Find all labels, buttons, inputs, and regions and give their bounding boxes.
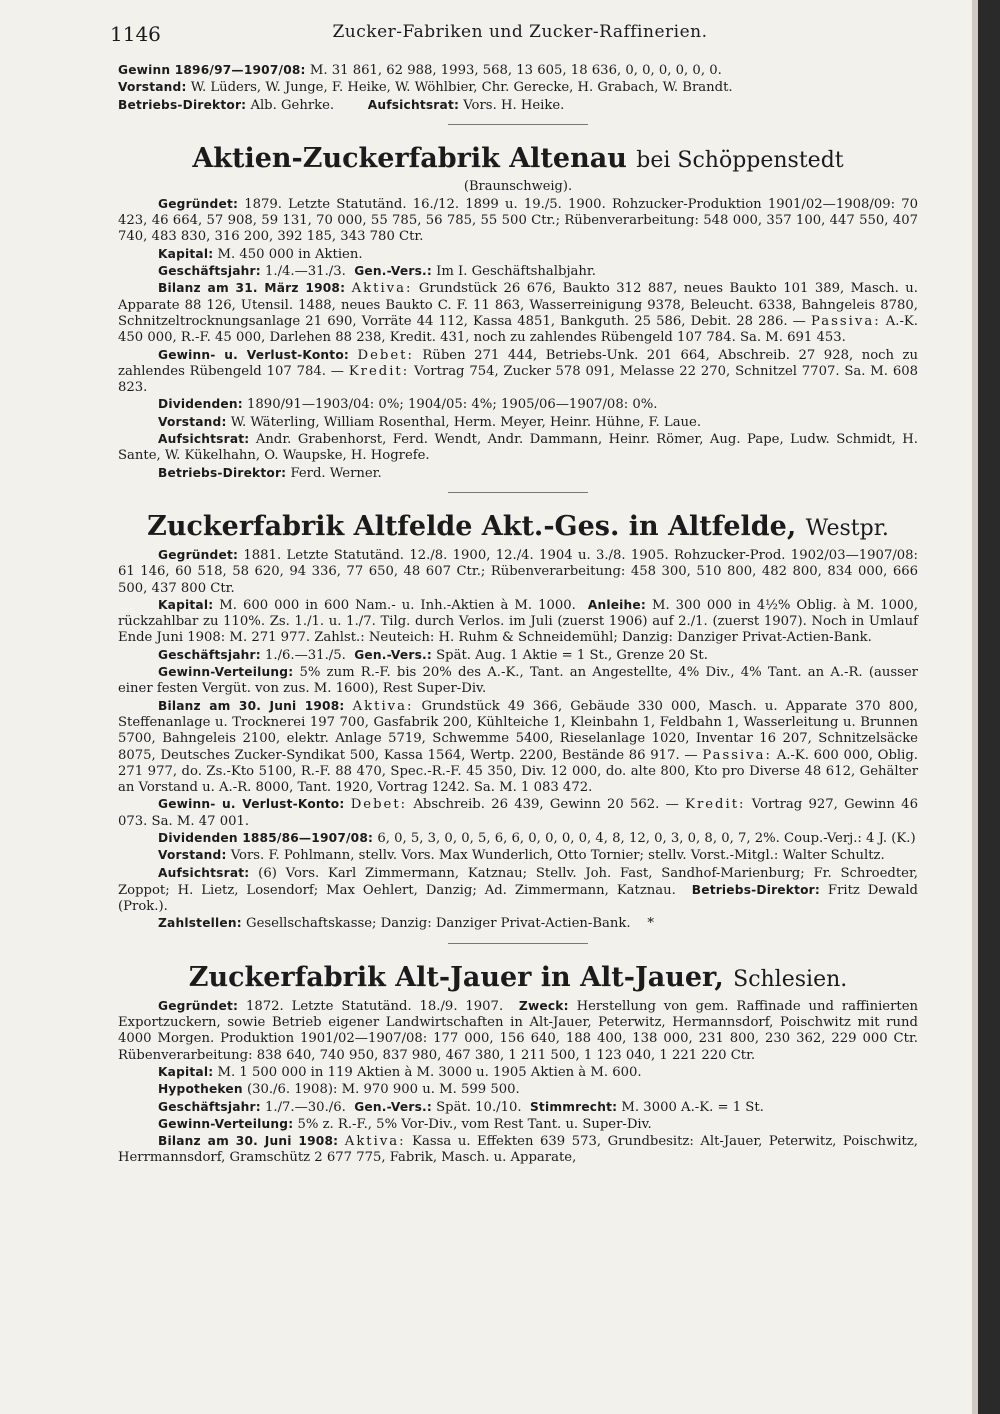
label: Betriebs-Direktor: bbox=[691, 882, 820, 897]
geschaeftsjahr bbox=[118, 263, 918, 280]
text: 6, 0, 5, 3, 0, 0, 5, 6, 6, 0, 0, 0, 0, 4, 8, 12, 0, 3, 0, 8, 0, 7, 2%. Coup.-Verj.: 4 J. (K.) bbox=[377, 830, 916, 846]
label: Vorstand: bbox=[158, 414, 227, 429]
text: Spät. Aug. 1 Aktie = 1 St., Grenze 20 St. bbox=[436, 647, 708, 663]
text: M. 1 500 000 in 119 Aktien à M. 3000 u. 1905 Aktien à M. 600. bbox=[217, 1064, 642, 1080]
text: M. 600 000 in 600 Nam.- u. Inh.-Aktien à M. 1000. bbox=[219, 597, 576, 613]
previous-entry bbox=[118, 62, 918, 125]
text: Grundstück 26 676, Baukto 312 887, neues Baukto 101 389, Masch. u. Apparate 88 126, Utensil. 1488, neues Baukto C. F. 11 863, Wasserreinigung 9378, Beleucht. 6338, Bahngeleis 8780, Schnitzeltrocknungsanlage 21 690, Vorräte 44 112, Kassa 4851, Bankguth. 25 586, Debit. 28 286. — bbox=[118, 281, 918, 329]
text: Ferd. Werner. bbox=[290, 465, 382, 481]
label: Geschäftsjahr: bbox=[158, 264, 261, 279]
section-divider bbox=[448, 492, 588, 493]
aufsichtsrat bbox=[118, 431, 918, 465]
text: Spät. 10./10. bbox=[436, 1099, 522, 1115]
label: Geschäftsjahr: bbox=[158, 1099, 261, 1114]
label: Gegründet: bbox=[158, 547, 239, 562]
gegruendet bbox=[118, 547, 918, 597]
label: Gen.-Vers.: bbox=[354, 1099, 432, 1114]
text: Andr. Grabenhorst, Ferd. Wendt, Andr. Dammann, Heinr. Römer, Aug. Pape, Ludw. Schmidt, H. Sante, W. Kükelhahn, O. Waupske, H. Hogrefe. bbox=[118, 432, 918, 464]
page-header bbox=[110, 22, 930, 52]
text: M. 450 000 in Aktien. bbox=[217, 246, 363, 262]
label: Kapital: bbox=[158, 1064, 214, 1079]
passiva-word: Passiva: bbox=[810, 313, 881, 329]
label: Anleihe: bbox=[587, 597, 646, 612]
text: 5% z. R.-F., 5% Vor-Div., vom Rest Tant. u. Super-Div. bbox=[297, 1116, 652, 1132]
bilanz bbox=[118, 1133, 918, 1167]
text: Vors. F. Pohlmann, stellv. Vors. Max Wunderlich, Otto Tornier; stellv. Vorst.-Mitgl.: Walter Schultz. bbox=[230, 848, 885, 864]
label: Gewinn- u. Verlust-Konto: bbox=[158, 797, 345, 812]
dividenden bbox=[118, 396, 918, 413]
label: Gewinn 1896/97—1907/08: bbox=[118, 63, 306, 77]
label: Aufsichtsrat: bbox=[158, 865, 250, 880]
title-location: Westpr. bbox=[805, 515, 889, 541]
text: M. 300 000 in 4½% Oblig. à M. 1000, rückzahlbar zu 110%. Zs. 1./1. u. 1./7. Tilg. durch Verlos. im Juli (zuerst 1906) auf 2./1. (zuerst 1907). Noch in Umlauf Ende Juni 1908: M. 271 977. Zahlst.: Neuteich: H. Ruhm & Schneidemühl; Danzig: Danziger Privat-Actien-Bank. bbox=[118, 597, 918, 646]
label: Gegründet: bbox=[158, 196, 239, 211]
text: Vortrag 754, Zucker 578 091, Melasse 22 270, Schnitzel 7707. Sa. M. 608 823. bbox=[118, 363, 919, 396]
end-asterisk: * bbox=[647, 916, 654, 932]
vorstand bbox=[118, 414, 918, 431]
bilanz bbox=[118, 280, 918, 346]
label: Gewinn-Verteilung: bbox=[158, 1116, 294, 1131]
label: Zweck: bbox=[518, 998, 569, 1013]
text: (6) Vors. Karl Zimmermann, Katznau; Stellv. Joh. Fast, Sandhof-Marienburg; Fr. Schroedter, Zoppot; H. Lietz, Losendorf; Max Oehlert, Danzig; Ad. Zimmermann, Katznau. bbox=[118, 865, 918, 898]
text: Im I. Geschäftshalbjahr. bbox=[436, 264, 596, 280]
entry-altenau bbox=[118, 143, 918, 493]
title-name: Zuckerfabrik Altfelde Akt.-Ges. in Altfelde, bbox=[147, 510, 797, 542]
prev-direktor bbox=[118, 97, 918, 114]
aktiva-word: Aktiva: bbox=[352, 698, 414, 714]
text: Abschreib. 26 439, Gewinn 20 562. — bbox=[413, 797, 679, 813]
debet-word: Debet: bbox=[357, 347, 414, 363]
dividenden bbox=[118, 830, 918, 847]
text: 1./4.—31./3. bbox=[265, 264, 346, 280]
label: Betriebs-Direktor: bbox=[118, 97, 247, 112]
section-divider bbox=[448, 943, 588, 944]
text: Alb. Gehrke. bbox=[250, 97, 335, 113]
label: Aufsichtsrat: bbox=[367, 97, 460, 112]
company-title bbox=[118, 962, 918, 995]
label: Bilanz am 30. Juni 1908: bbox=[158, 698, 345, 713]
aktiva-word: Aktiva: bbox=[351, 281, 413, 297]
text: 1872. Letzte Statutänd. 18./9. 1907. bbox=[245, 998, 504, 1014]
vorstand bbox=[118, 847, 918, 864]
kapital bbox=[118, 1064, 918, 1081]
debet-word: Debet: bbox=[350, 797, 408, 813]
text: 1890/91—1903/04: 0%; 1904/05: 4%; 1905/06—1907/08: 0%. bbox=[247, 397, 658, 413]
label: Vorstand: bbox=[118, 80, 187, 95]
kapital bbox=[118, 246, 918, 263]
region: (Braunschweig). bbox=[463, 178, 573, 194]
text: Gesellschaftskasse; Danzig: Danziger Privat-Actien-Bank. bbox=[246, 916, 631, 932]
text: M. 3000 A.-K. = 1 St. bbox=[621, 1099, 764, 1115]
text: 1881. Letzte Statutänd. 12./8. 1900, 12./4. 1904 u. 3./8. 1905. Rohzucker-Prod. 1902/03—1907/08: 61 146, 60 518, 58 620, 94 336, 77 650, 48 607 Ctr.; Rübenverarbeitung: 458 300, 510 800, 482 800, 834 000, 666 500, 437 800 Ctr. bbox=[118, 547, 918, 596]
kredit-word: Kredit: bbox=[685, 797, 746, 813]
title-location: Schlesien. bbox=[733, 966, 848, 992]
zahlstellen bbox=[118, 915, 918, 932]
aktiva-word: Aktiva: bbox=[344, 1134, 406, 1150]
text: 1879. Letzte Statutänd. 16./12. 1899 u. 19./5. 1900. Rohzucker-Produktion 1901/02—1908/09: 70 423, 46 664, 57 908, 59 131, 70 000, 55 785, 56 785, 55 500 Ctr.; Rübenverarbeitung: 548 000, 357 100, 447 550, 407 740, 483 830, 316 200, 392 185, 343 780 Ctr. bbox=[118, 196, 919, 245]
passiva-word: Passiva: bbox=[702, 747, 772, 763]
title-name: Zuckerfabrik Alt-Jauer in Alt-Jauer, bbox=[188, 961, 724, 993]
label: Gen.-Vers.: bbox=[354, 647, 432, 662]
company-title bbox=[118, 511, 918, 544]
geschaeftsjahr bbox=[118, 647, 918, 664]
text: 1./6.—31./5. bbox=[265, 647, 346, 663]
label: Gegründet: bbox=[158, 998, 239, 1013]
gegruendet bbox=[118, 196, 918, 246]
label: Hypotheken bbox=[158, 1082, 243, 1097]
label: Gen.-Vers.: bbox=[354, 264, 432, 279]
text: W. Lüders, W. Junge, F. Heike, W. Wöhlbier, Chr. Gerecke, H. Grabach, W. Brandt. bbox=[190, 80, 733, 96]
label: Gewinn- u. Verlust-Konto: bbox=[158, 347, 349, 362]
text: Grundstück 49 366, Gebäude 330 000, Masch. u. Apparate 370 800, Steffenanlage u. Trocknerei 197 700, Gasfabrik 200, Kühlteiche 1, Kleinbahn 1, Feldbahn 1, Wasserleitung u. Brunnen 5700, Bahngeleis 2100, elektr. Anlage 5719, Schwemme 5400, Rieselanlage 1020, Inventar 16 207, Schnitzelsäcke 8075, Deutsches Zucker-Syndikat 500, Kassa 1564, Wertp. 2200, Bestände 86 917. — bbox=[118, 698, 918, 763]
bilanz bbox=[118, 698, 918, 797]
label: Betriebs-Direktor: bbox=[158, 465, 287, 480]
kapital bbox=[118, 597, 918, 647]
label: Dividenden: bbox=[158, 397, 243, 412]
aufsichtsrat bbox=[118, 865, 918, 916]
label: Bilanz am 31. März 1908: bbox=[158, 281, 346, 296]
title-location: bei Schöppenstedt bbox=[636, 147, 844, 173]
label: Stimmrecht: bbox=[529, 1099, 618, 1114]
text: (30./6. 1908): M. 970 900 u. M. 599 500. bbox=[246, 1082, 520, 1098]
text: 5% zum R.-F. bis 20% des A.-K., Tant. an Angestellte, 4% Div., 4% Tant. an A.-R. (ausser einer festen Vergüt. von zus. M. 1600), Rest Super-Div. bbox=[118, 665, 918, 697]
label: Geschäftsjahr: bbox=[158, 647, 261, 662]
text: M. 31 861, 62 988, 1993, 568, 13 605, 18 636, 0, 0, 0, 0, 0, 0. bbox=[309, 63, 722, 78]
kredit-word: Kredit: bbox=[348, 363, 410, 379]
label: Kapital: bbox=[158, 246, 214, 261]
label: Dividenden 1885/86—1907/08: bbox=[158, 830, 374, 845]
gewinn-verteilung bbox=[118, 664, 918, 698]
text: A.-K. 600 000, Oblig. 271 977, do. Zs.-Kto 5100, R.-F. 88 470, Spec.-R.-F. 45 350, Div. 12 000, do. alte 800, Kto pro Diverse 48 612, Gehälter an Vorstand u. A.-R. 8000, Tant. 1920, Vortrag 1242. Sa. M. 1 083 472. bbox=[118, 747, 918, 796]
text: Vortrag 927, Gewinn 46 073. Sa. M. 47 001. bbox=[118, 797, 918, 829]
text: W. Wäterling, William Rosenthal, Herm. Meyer, Heinr. Hühne, F. Laue. bbox=[230, 414, 702, 430]
section-divider bbox=[448, 124, 588, 125]
running-title: Zucker-Fabriken und Zucker-Raffinerien. bbox=[332, 22, 708, 42]
text: A.-K. 450 000, R.-F. 45 000, Darlehen 88 238, Kredit. 431, noch zu zahlendes Rübengeld 107 784. Sa. M. 691 453. bbox=[118, 313, 918, 346]
scan-border bbox=[978, 0, 1000, 1414]
text: Vors. H. Heike. bbox=[463, 97, 565, 113]
gewinn-verlust bbox=[118, 347, 918, 397]
gegruendet bbox=[118, 998, 918, 1064]
prev-vorstand bbox=[118, 79, 918, 96]
label: Kapital: bbox=[158, 597, 214, 612]
geschaeftsjahr bbox=[118, 1099, 918, 1116]
label: Bilanz am 30. Juni 1908: bbox=[158, 1134, 339, 1149]
page-number: 1146 bbox=[110, 22, 161, 46]
title-name: Aktien-Zuckerfabrik Altenau bbox=[192, 142, 627, 174]
gewinn-verlust bbox=[118, 796, 918, 830]
label: Gewinn-Verteilung: bbox=[158, 665, 294, 680]
gewinn-verteilung bbox=[118, 1116, 918, 1133]
company-title bbox=[118, 143, 918, 176]
page-content bbox=[118, 62, 918, 1167]
label: Zahlstellen: bbox=[158, 916, 242, 931]
text: Fritz Dewald (Prok.). bbox=[118, 882, 918, 915]
prev-gewinn bbox=[118, 62, 918, 79]
label: Vorstand: bbox=[158, 848, 227, 863]
entry-altfelde bbox=[118, 511, 918, 944]
text: Rüben 271 444, Betriebs-Unk. 201 664, Abschreib. 27 928, noch zu zahlendes Rübengeld 107 784. — bbox=[118, 347, 918, 379]
text: Kassa u. Effekten 639 573, Grundbesitz: Alt-Jauer, Peterwitz, Poischwitz, Herrmannsdorf, Gramschütz 2 677 775, Fabrik, Masch. u. Apparate, bbox=[118, 1134, 918, 1166]
text: Herstellung von gem. Raffinade und raffinierten Exportzuckern, sowie Betrieb eigener Landwirtschaften in Alt-Jauer, Peterwitz, Hermannsdorf, Poischwitz mit rund 4000 Morgen. Produktion 1901/02—1907/08: 177 000, 156 640, 188 400, 138 000, 231 800, 230 362, 229 000 Ctr. Rübenverarbeitung: 838 640, 740 950, 837 980, 467 380, 1 211 500, 1 123 040, 1 221 220 Ctr. bbox=[118, 998, 918, 1063]
text: 1./7.—30./6. bbox=[265, 1099, 346, 1115]
label: Aufsichtsrat: bbox=[158, 432, 250, 447]
hypotheken bbox=[118, 1081, 918, 1098]
betriebs-direktor bbox=[118, 465, 918, 482]
entry-alt-jauer bbox=[118, 962, 918, 1167]
